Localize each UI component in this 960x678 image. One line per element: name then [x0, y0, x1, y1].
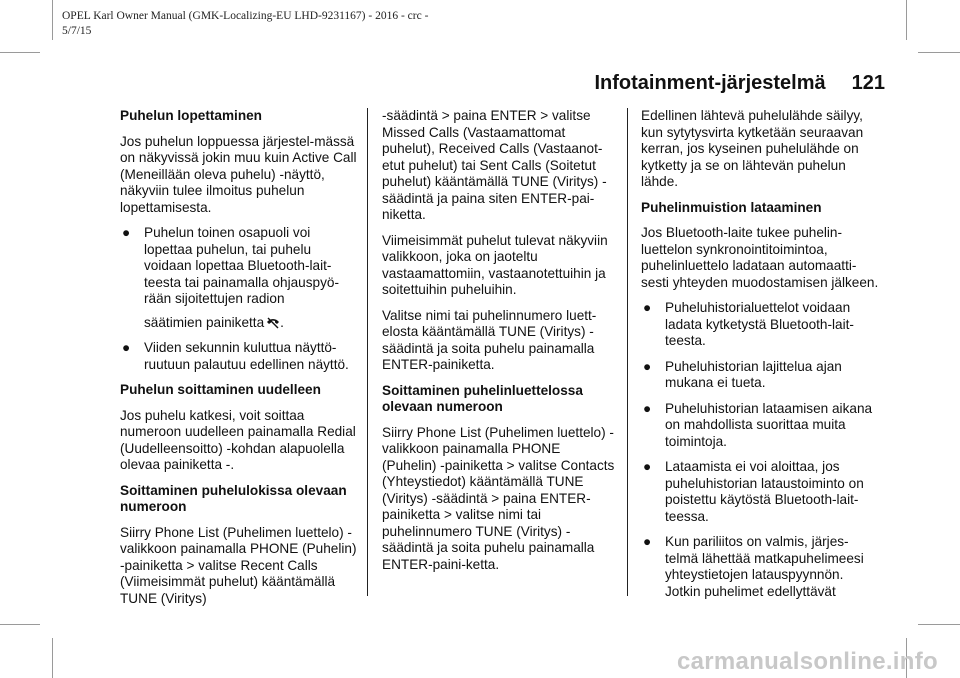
bullet-marker: ●	[643, 459, 652, 474]
bullet-marker: ●	[643, 300, 652, 315]
crop-mark	[918, 624, 960, 625]
bullet-item	[641, 459, 881, 525]
paragraph: Valitse nimi tai puhelinnumero luett-elosta kääntämällä TUNE (Viritys) -säädintä ja soita puhelu painamalla ENTER-painiketta.	[382, 307, 597, 372]
paragraph: Edellinen lähtevä puhelulähde säilyy, kun sytytysvirta kytketään seuraavan kerran, jos kyseinen puhelulähde on kytketty ja se on lähtevän puhelun lähde.	[641, 108, 864, 189]
section-heading: Soittaminen puhelinluettelossa olevaan numeroon	[382, 382, 583, 414]
bullet-text: Lataamista ei voi aloittaa, jos puheluhistorian lataustoiminto on poistettu käytöstä Bluetooth-lait-teessa.	[665, 459, 864, 524]
watermark: carmanualsonline.info	[676, 648, 938, 675]
bullet-text-end: .	[280, 314, 284, 330]
column-divider	[367, 108, 368, 596]
bullet-text: Kun pariliitos on valmis, järjes-telmä lähettää matkapuhelimeesi yhteystietojen latauspyynnön. Jotkin puhelimet edellyttävät	[665, 534, 864, 599]
crop-mark	[918, 52, 960, 53]
page-number: 121	[851, 72, 885, 94]
section-title: Infotainment-järjestelmä	[594, 72, 826, 94]
column-divider	[627, 108, 628, 596]
paragraph: Siirry Phone List (Puhelimen luettelo) -valikkoon painamalla PHONE (Puhelin) -painiketta > valitse Contacts (Yhteystiedot) kääntämällä TUNE (Viritys) -säädintä > paina ENTER-painiketta > valitse nimi tai puhelinnumero TUNE (Viritys) -säädintä ja soita puhelu painamalla ENTER-paini-ketta.	[382, 424, 615, 572]
paragraph: Jos puhelun loppuessa järjestel-mässä on näkyvissä jokin muu kuin Active Call (Meneillään oleva puhelu) -näyttö, näkyviin tulee ilmoitus puhelun lopettamisesta.	[120, 133, 357, 215]
running-head	[594, 72, 885, 95]
bullet-item	[641, 359, 881, 392]
bullet-text: säätimien painiketta	[144, 314, 265, 330]
bullet-marker: ●	[122, 225, 131, 240]
bullet-item	[641, 534, 881, 600]
bullet-text: Puheluhistorian lataamisen aikana on mahdollista suorittaa muita toimintoja.	[665, 400, 873, 449]
document-header-date: 5/7/15	[62, 25, 92, 37]
document-header	[62, 9, 522, 39]
paragraph: Viimeisimmät puhelut tulevat näkyviin valikkoon, joka on jaoteltu vastaamattomiin, vastaanotettuihin ja soitettuihin puheluihin.	[382, 232, 608, 297]
bullet-item	[120, 340, 358, 373]
text-column-3	[641, 108, 881, 609]
crop-mark	[0, 52, 40, 53]
section-heading: Puhelun soittaminen uudelleen	[120, 382, 321, 397]
paragraph: Siirry Phone List (Puhelimen luettelo) -valikkoon painamalla PHONE (Puhelin) -painiketta > valitse Recent Calls (Viimeisimmät puhelut) kääntämällä TUNE (Viritys)	[120, 524, 357, 606]
bullet-marker: ●	[643, 400, 652, 416]
bullet-marker: ●	[643, 358, 652, 374]
bullet-text: Puheluhistorian lajittelua ajan mukana ei tueta.	[665, 358, 842, 390]
text-column-1	[120, 108, 358, 616]
section-heading: Soittaminen puhelulokissa olevaan numeroon	[120, 482, 347, 514]
crop-mark	[0, 624, 40, 625]
bullet-text: Puhelun toinen osapuoli voi lopettaa puhelun, tai puhelu voidaan lopettaa Bluetooth-lait-teesta tai painamalla ohjauspyö-rään sijoitettujen radion	[144, 225, 339, 306]
bullet-item	[641, 300, 881, 350]
bullet-marker: ●	[122, 340, 131, 355]
text-column-2	[382, 108, 618, 582]
crop-mark	[52, 638, 53, 678]
bullet-text: Puheluhistorialuettelot voidaan ladata kytketystä Bluetooth-lait-teesta.	[665, 300, 854, 348]
section-heading: Puhelinmuistion lataaminen	[641, 199, 822, 215]
paragraph: Jos Bluetooth-laite tukee puhelin-luettelon synkronointitoimintoa, puhelinluettelo ladataan automaatti-sesti yhteyden muodostamisen jälkeen.	[641, 225, 879, 290]
bullet-marker: ●	[643, 534, 652, 549]
crop-mark	[52, 0, 53, 40]
paragraph: -säädintä > paina ENTER > valitse Missed Calls (Vastaamattomat puhelut), Received Calls (Vastaanot-etut puhelut) tai Sent Calls (Soitetut puhelut) kääntämällä TUNE (Viritys) -säädintä ja paina siten ENTER-pai-niketta.	[382, 108, 607, 222]
crop-mark	[906, 0, 907, 40]
phone-hangup-icon	[266, 316, 280, 330]
bullet-item	[120, 225, 358, 331]
bullet-item	[641, 401, 881, 451]
section-heading: Puhelun lopettaminen	[120, 108, 262, 123]
bullet-text: Viiden sekunnin kuluttua näyttö-ruutuun palautuu edellinen näyttö.	[144, 340, 349, 372]
paragraph: Jos puhelu katkesi, voit soittaa numeroon uudelleen painamalla Redial (Uudelleensoitto) -kohdan alapuolella olevaa painiketta -.	[120, 407, 356, 472]
document-header-line: OPEL Karl Owner Manual (GMK-Localizing-EU LHD-9231167) - 2016 - crc -	[62, 10, 429, 22]
